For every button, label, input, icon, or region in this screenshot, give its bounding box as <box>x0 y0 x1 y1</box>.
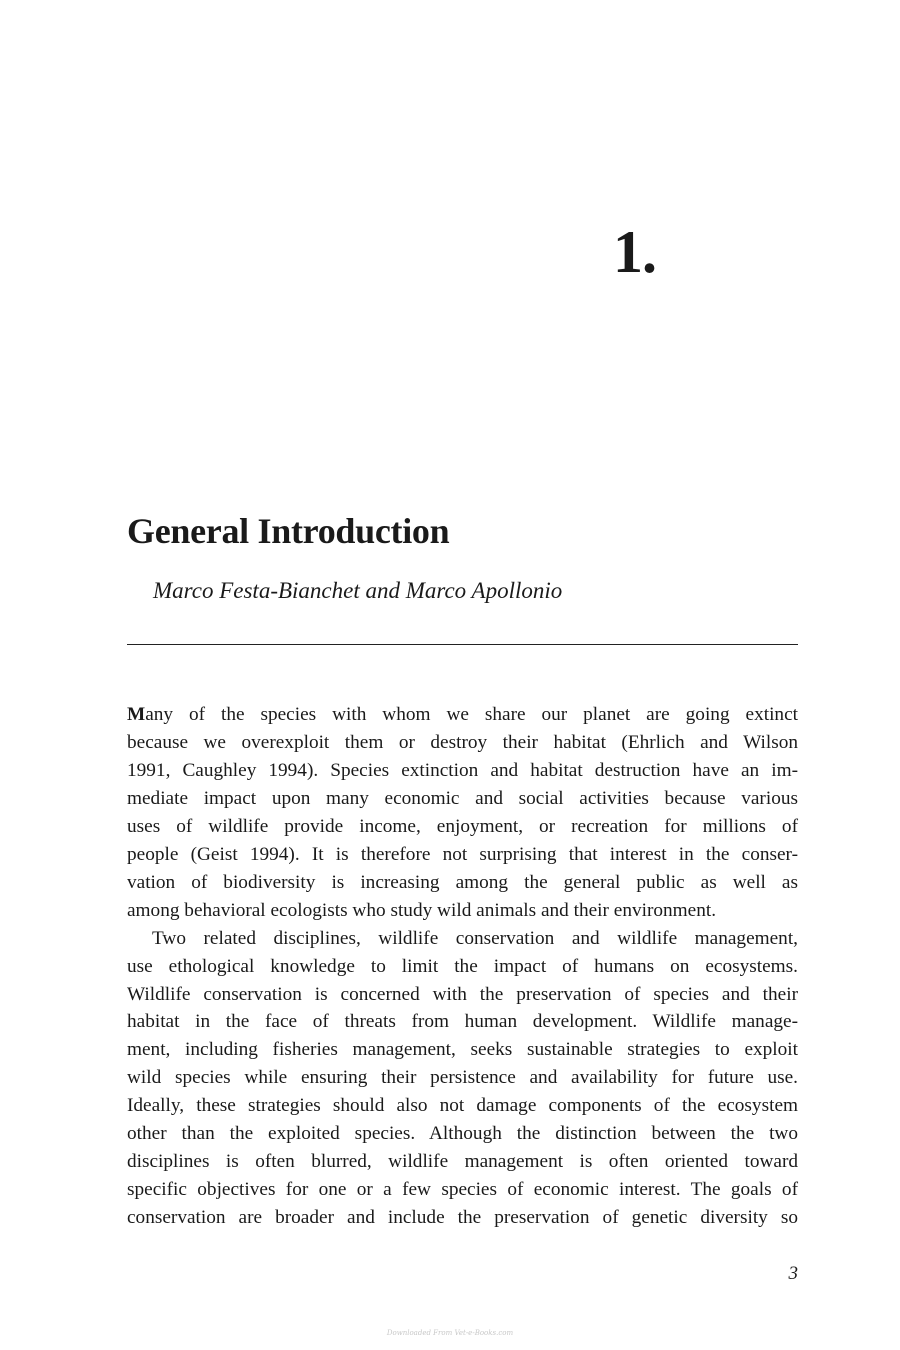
text-line: conservation are broader and include the preservation of genetic diversity so <box>127 1207 798 1229</box>
chapter-title: General Introduction <box>127 511 450 551</box>
text-line: disciplines is often blurred, wildlife management is often oriented toward <box>127 1151 798 1173</box>
chapter-number: 1. <box>613 219 656 285</box>
body-text <box>127 701 798 1232</box>
paragraph <box>127 925 798 1232</box>
text-line: use ethological knowledge to limit the impact of humans on ecosystems. <box>127 955 798 977</box>
paragraph <box>127 701 798 925</box>
dropcap-letter: M <box>127 704 146 725</box>
text-line: Wildlife conservation is concerned with the preservation of species and their <box>127 983 798 1005</box>
text-line: mediate impact upon many economic and social activities because various <box>127 787 798 809</box>
text-line: other than the exploited species. Although the distinction between the two <box>127 1123 798 1145</box>
text-line: among behavioral ecologists who study wild animals and their environment. <box>127 899 717 921</box>
text-line: people (Geist 1994). It is therefore not surprising that interest in the conser- <box>127 843 798 865</box>
text-line: 1991, Caughley 1994). Species extinction and habitat destruction have an im- <box>127 759 798 781</box>
title-divider <box>127 644 798 645</box>
download-watermark: Downloaded From Vet-e-Books.com <box>386 1329 514 1337</box>
text-line: Two related disciplines, wildlife conservation and wildlife management, <box>152 927 798 949</box>
text-line: ment, including fisheries management, seeks sustainable strategies to exploit <box>127 1039 798 1061</box>
text-line: specific objectives for one or a few species of economic interest. The goals of <box>127 1179 798 1201</box>
text-line-content: any of the species with whom we share our planet are going extinct <box>145 704 798 725</box>
text-line: vation of biodiversity is increasing among the general public as well as <box>127 871 798 893</box>
text-line: wild species while ensuring their persistence and availability for future use. <box>127 1067 798 1089</box>
text-line: uses of wildlife provide income, enjoyment, or recreation for millions of <box>127 815 798 837</box>
text-line: Ideally, these strategies should also not damage components of the ecosystem <box>127 1095 798 1117</box>
chapter-authors: Marco Festa-Bianchet and Marco Apollonio <box>153 578 563 603</box>
text-line: habitat in the face of threats from human development. Wildlife manage- <box>127 1011 798 1033</box>
text-line: because we overexploit them or destroy their habitat (Ehrlich and Wilson <box>127 731 798 753</box>
text-line <box>127 701 798 729</box>
page-number: 3 <box>788 1263 798 1284</box>
